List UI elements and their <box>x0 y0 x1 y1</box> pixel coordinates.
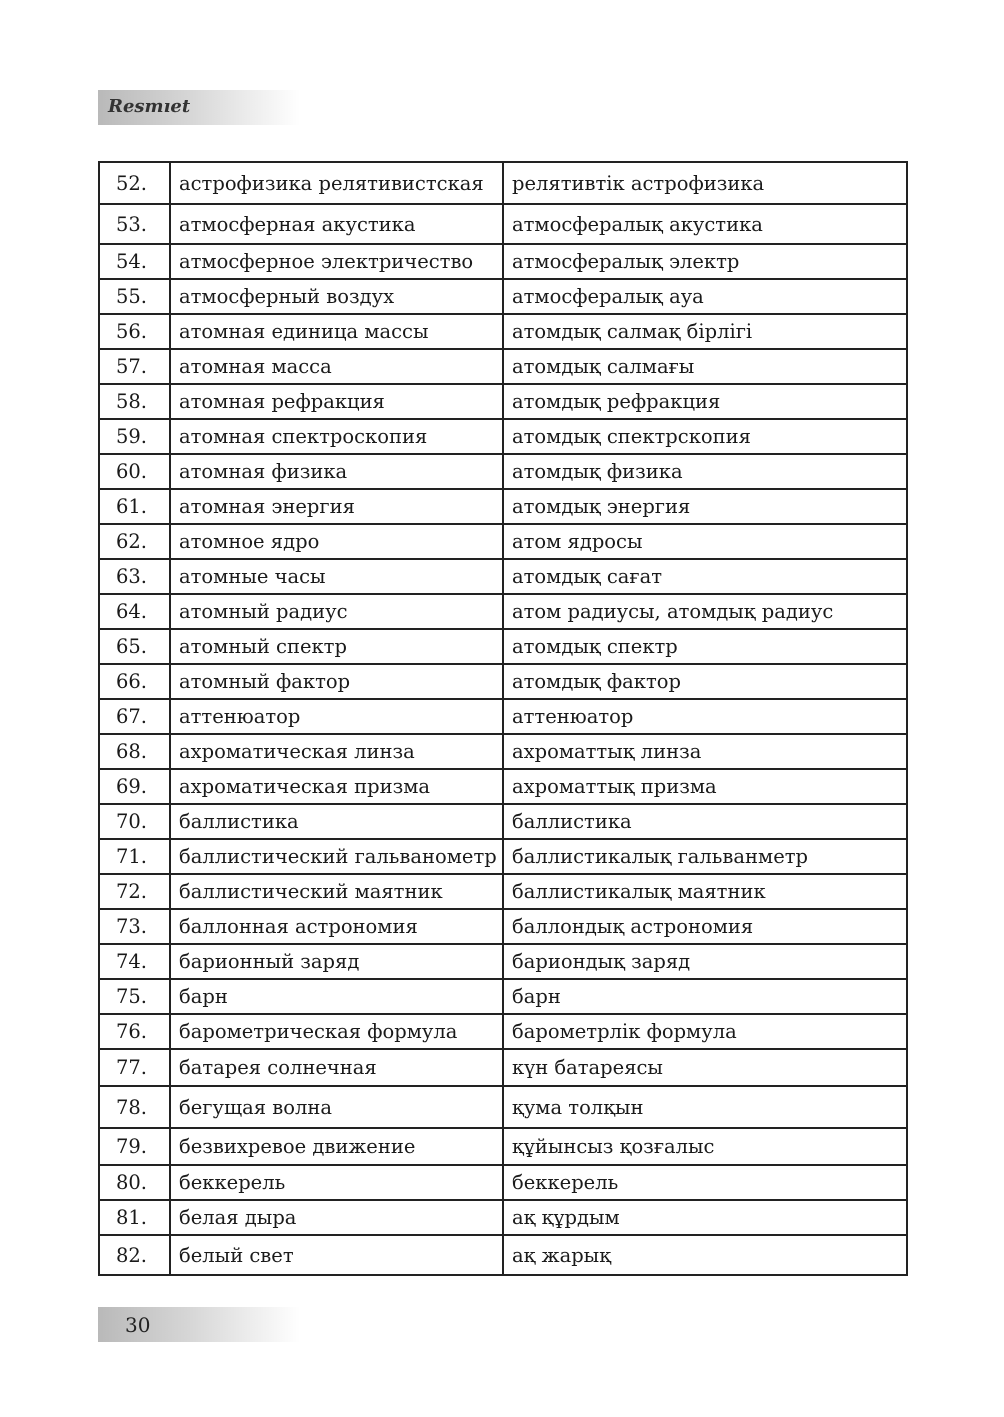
table-row <box>99 1014 907 1049</box>
table-row <box>99 594 907 629</box>
header-band <box>98 90 300 125</box>
row-number: 75. <box>99 979 170 1014</box>
row-number: 61. <box>99 489 170 524</box>
term-kazakh: барн <box>503 979 907 1014</box>
term-russian: белая дыра <box>170 1200 503 1235</box>
row-number: 76. <box>99 1014 170 1049</box>
row-number: 62. <box>99 524 170 559</box>
term-kazakh: барометрлік формула <box>503 1014 907 1049</box>
term-russian: баллистика <box>170 804 503 839</box>
term-russian: атомный фактор <box>170 664 503 699</box>
row-number: 82. <box>99 1235 170 1275</box>
term-kazakh: қума толқын <box>503 1086 907 1128</box>
term-russian: барометрическая формула <box>170 1014 503 1049</box>
row-number: 78. <box>99 1086 170 1128</box>
table-row <box>99 1200 907 1235</box>
row-number: 53. <box>99 204 170 244</box>
term-russian: баллистический гальванометр <box>170 839 503 874</box>
term-kazakh: бариондық заряд <box>503 944 907 979</box>
term-kazakh: атомдық фактор <box>503 664 907 699</box>
term-kazakh: ахроматтық линза <box>503 734 907 769</box>
term-kazakh: атомдық салмақ бірлігі <box>503 314 907 349</box>
table-row <box>99 944 907 979</box>
row-number: 80. <box>99 1165 170 1200</box>
term-kazakh: атомдық салмағы <box>503 349 907 384</box>
row-number: 63. <box>99 559 170 594</box>
term-kazakh: күн батареясы <box>503 1049 907 1086</box>
term-russian: атомная единица массы <box>170 314 503 349</box>
table-row <box>99 874 907 909</box>
row-number: 81. <box>99 1200 170 1235</box>
row-number: 65. <box>99 629 170 664</box>
running-header-title: Resmıet <box>108 96 191 117</box>
table-row <box>99 1128 907 1165</box>
table-row <box>99 734 907 769</box>
term-kazakh: атом ядросы <box>503 524 907 559</box>
row-number: 67. <box>99 699 170 734</box>
row-number: 74. <box>99 944 170 979</box>
term-kazakh: баллистикалық гальванметр <box>503 839 907 874</box>
term-russian: атомный спектр <box>170 629 503 664</box>
row-number: 69. <box>99 769 170 804</box>
row-number: 73. <box>99 909 170 944</box>
term-kazakh: атомдық сағат <box>503 559 907 594</box>
term-russian: атомная энергия <box>170 489 503 524</box>
table-row <box>99 204 907 244</box>
term-russian: атмосферное электричество <box>170 244 503 279</box>
row-number: 77. <box>99 1049 170 1086</box>
term-russian: белый свет <box>170 1235 503 1275</box>
term-kazakh: атмосфералық акустика <box>503 204 907 244</box>
table-row <box>99 384 907 419</box>
term-kazakh: атомдық рефракция <box>503 384 907 419</box>
term-kazakh: атомдық спектрскопия <box>503 419 907 454</box>
term-kazakh: атомдық физика <box>503 454 907 489</box>
term-russian: батарея солнечная <box>170 1049 503 1086</box>
term-russian: атомный радиус <box>170 594 503 629</box>
table-row <box>99 699 907 734</box>
table-row <box>99 1165 907 1200</box>
table-row <box>99 162 907 204</box>
term-kazakh: құйынсыз қозғалыс <box>503 1128 907 1165</box>
row-number: 64. <box>99 594 170 629</box>
table-row <box>99 804 907 839</box>
row-number: 60. <box>99 454 170 489</box>
term-russian: баллистический маятник <box>170 874 503 909</box>
term-russian: баллонная астрономия <box>170 909 503 944</box>
term-russian: аттенюатор <box>170 699 503 734</box>
row-number: 54. <box>99 244 170 279</box>
table-row <box>99 664 907 699</box>
term-kazakh: атомдық энергия <box>503 489 907 524</box>
term-russian: атомная спектроскопия <box>170 419 503 454</box>
table-row <box>99 244 907 279</box>
page-number: 30 <box>125 1313 151 1337</box>
term-russian: бегущая волна <box>170 1086 503 1128</box>
term-russian: беккерель <box>170 1165 503 1200</box>
row-number: 58. <box>99 384 170 419</box>
row-number: 66. <box>99 664 170 699</box>
term-kazakh: ахроматтық призма <box>503 769 907 804</box>
row-number: 79. <box>99 1128 170 1165</box>
term-kazakh: атом радиусы, атомдық радиус <box>503 594 907 629</box>
table-row <box>99 349 907 384</box>
table-row <box>99 279 907 314</box>
table-row <box>99 909 907 944</box>
term-russian: астрофизика релятивистская <box>170 162 503 204</box>
table-row <box>99 1086 907 1128</box>
term-russian: барионный заряд <box>170 944 503 979</box>
term-russian: атомные часы <box>170 559 503 594</box>
term-russian: барн <box>170 979 503 1014</box>
term-russian: атмосферный воздух <box>170 279 503 314</box>
term-kazakh: атмосфералық ауа <box>503 279 907 314</box>
row-number: 55. <box>99 279 170 314</box>
table-row <box>99 454 907 489</box>
term-kazakh: баллондық астрономия <box>503 909 907 944</box>
table-row <box>99 629 907 664</box>
term-russian: атомная масса <box>170 349 503 384</box>
term-russian: атомное ядро <box>170 524 503 559</box>
table-row <box>99 1235 907 1275</box>
row-number: 68. <box>99 734 170 769</box>
row-number: 56. <box>99 314 170 349</box>
row-number: 57. <box>99 349 170 384</box>
term-russian: ахроматическая призма <box>170 769 503 804</box>
table-row <box>99 314 907 349</box>
row-number: 72. <box>99 874 170 909</box>
glossary-table <box>98 161 908 1276</box>
term-kazakh: аттенюатор <box>503 699 907 734</box>
row-number: 59. <box>99 419 170 454</box>
table-row <box>99 769 907 804</box>
term-kazakh: атмосфералық электр <box>503 244 907 279</box>
table-row <box>99 559 907 594</box>
table-row <box>99 524 907 559</box>
table-row <box>99 419 907 454</box>
term-kazakh: беккерель <box>503 1165 907 1200</box>
term-russian: атомная физика <box>170 454 503 489</box>
table-row <box>99 489 907 524</box>
term-kazakh: ақ құрдым <box>503 1200 907 1235</box>
table-row <box>99 979 907 1014</box>
term-kazakh: баллистикалық маятник <box>503 874 907 909</box>
row-number: 71. <box>99 839 170 874</box>
term-russian: атомная рефракция <box>170 384 503 419</box>
term-kazakh: релятивтік астрофизика <box>503 162 907 204</box>
term-russian: ахроматическая линза <box>170 734 503 769</box>
table-row <box>99 1049 907 1086</box>
table-row <box>99 839 907 874</box>
term-kazakh: ақ жарық <box>503 1235 907 1275</box>
term-russian: атмосферная акустика <box>170 204 503 244</box>
term-kazakh: атомдық спектр <box>503 629 907 664</box>
row-number: 52. <box>99 162 170 204</box>
term-kazakh: баллистика <box>503 804 907 839</box>
row-number: 70. <box>99 804 170 839</box>
footer-band <box>98 1307 300 1342</box>
term-russian: безвихревое движение <box>170 1128 503 1165</box>
